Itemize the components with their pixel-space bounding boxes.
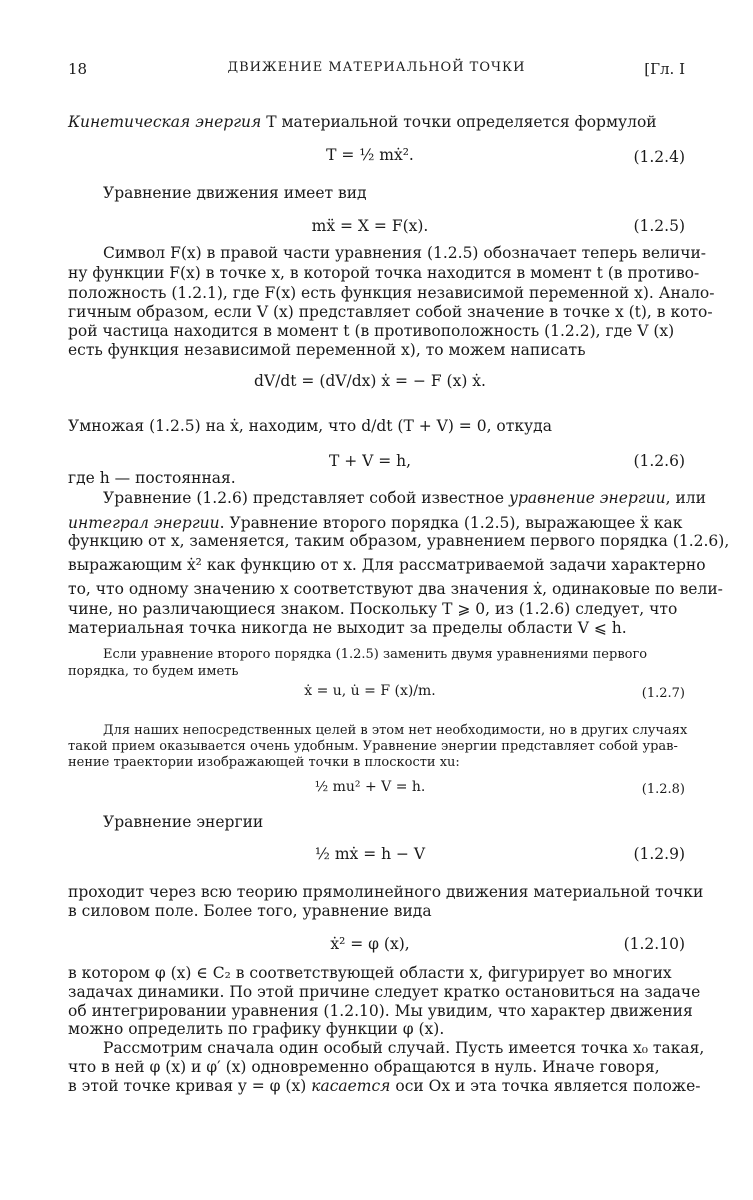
text-line: гичным образом, если V (x) представляет собой значение в точке x (t), в кото-: [68, 303, 713, 321]
paragraph-equation-of-motion: Уравнение движения имеет вид: [103, 184, 367, 202]
text-line: в силовом поле. Более того, уравнение вида: [68, 902, 432, 920]
text-line: в этой точке кривая y = φ (x) касается оси Ox и эта точка является положе-: [68, 1077, 701, 1095]
text-line: ну функции F(x) в точке x, в которой точка находится в момент t (в противо-: [68, 264, 700, 282]
chapter-ref: [Гл. I: [644, 60, 685, 78]
text-line: Умножая (1.2.5) на ẋ, находим, что d/dt (T + V) = 0, откуда: [68, 417, 552, 435]
text-line: Уравнение энергии: [103, 813, 264, 831]
text-line: можно определить по графику функции φ (x).: [68, 1020, 445, 1038]
equation-1-2-4: T = ½ mẋ².: [326, 146, 414, 164]
equation-1-2-7: ẋ = u, u̇ = F (x)/m.: [304, 683, 436, 699]
text-line: проходит через всю теорию прямолинейного движения материальной точки: [68, 883, 704, 901]
equation-number-1-2-9: (1.2.9): [633, 845, 685, 863]
term-energy-integral: интеграл энергии: [68, 514, 220, 532]
running-title: ДВИЖЕНИЕ МАТЕРИАЛЬНОЙ ТОЧКИ: [227, 60, 526, 75]
small-text-line: Если уравнение второго порядка (1.2.5) заменить двумя уравнениями первого: [103, 647, 648, 662]
equation-dv-dt: dV/dt = (dV/dx) ẋ = − F (x) ẋ.: [254, 372, 486, 390]
text-line: материальная точка никогда не выходит за пределы области V ⩽ h.: [68, 619, 627, 637]
text-line: интеграл энергии. Уравнение второго порядка (1.2.5), выражающее ẍ как: [68, 514, 683, 532]
text-line: Уравнение (1.2.6) представляет собой известное уравнение энергии, или: [103, 489, 706, 507]
small-text-line: Для наших непосредственных целей в этом нет необходимости, но в других случаях: [103, 723, 688, 738]
equation-1-2-9: ½ mẋ = h − V: [314, 845, 426, 863]
term-kinetic-energy: Кинетическая энергия: [68, 113, 262, 131]
text-line: что в ней φ (x) и φ′ (x) одновременно обращаются в нуль. Иначе говоря,: [68, 1058, 660, 1076]
text-line: об интегрировании уравнения (1.2.10). Мы увидим, что характер движения: [68, 1002, 693, 1020]
text-line: задачах динамики. По этой причине следует кратко остановиться на задаче: [68, 983, 701, 1001]
text-line: положность (1.2.1), где F(x) есть функция независимой переменной x). Анало-: [68, 284, 715, 302]
text-line: выражающим ẋ² как функцию от x. Для рассматриваемой задачи характерно: [68, 556, 706, 574]
equation-number-1-2-7: (1.2.7): [641, 686, 685, 701]
equation-1-2-8: ½ mu² + V = h.: [314, 779, 426, 795]
equation-1-2-6: T + V = h,: [328, 452, 412, 470]
paragraph-kinetic-energy: Кинетическая энергия T материальной точки определяется формулой: [68, 113, 657, 131]
text-line: Рассмотрим сначала один особый случай. Пусть имеется точка x₀ такая,: [103, 1039, 705, 1057]
text-line: чине, но различающиеся знаком. Поскольку T ⩾ 0, из (1.2.6) следует, что: [68, 600, 678, 618]
equation-number-1-2-6: (1.2.6): [633, 452, 685, 470]
equation-1-2-5: mẍ = X = F(x).: [311, 217, 429, 235]
equation-number-1-2-5: (1.2.5): [633, 217, 685, 235]
text-line: рой частица находится в момент t (в противоположность (1.2.2), где V (x): [68, 322, 675, 340]
equation-1-2-10: ẋ² = φ (x),: [330, 935, 410, 953]
equation-number-1-2-8: (1.2.8): [641, 782, 685, 797]
text-line: где h — постоянная.: [68, 469, 236, 487]
equation-number-1-2-10: (1.2.10): [623, 935, 685, 953]
page-number: 18: [68, 60, 88, 78]
small-text-line: порядка, то будем иметь: [68, 664, 239, 679]
text-line: есть функция независимой переменной x), то можем написать: [68, 341, 586, 359]
term-touches: касается: [311, 1077, 391, 1095]
small-text-line: нение траектории изображающей точки в плоскости xu:: [68, 755, 460, 770]
text-line: в котором φ (x) ∈ C₂ в соответствующей области x, фигурирует во многих: [68, 964, 672, 982]
text-line: Символ F(x) в правой части уравнения (1.2.5) обозначает теперь величи-: [103, 244, 707, 262]
small-text-line: такой прием оказывается очень удобным. Уравнение энергии представляет собой урав-: [68, 739, 678, 754]
text-line: функцию от x, заменяется, таким образом, уравнением первого порядка (1.2.6),: [68, 532, 730, 550]
equation-number-1-2-4: (1.2.4): [633, 148, 685, 166]
term-energy-equation: уравнение энергии: [508, 489, 666, 507]
text-line: то, что одному значению x соответствуют два значения ẋ, одинаковые по вели-: [68, 580, 723, 598]
